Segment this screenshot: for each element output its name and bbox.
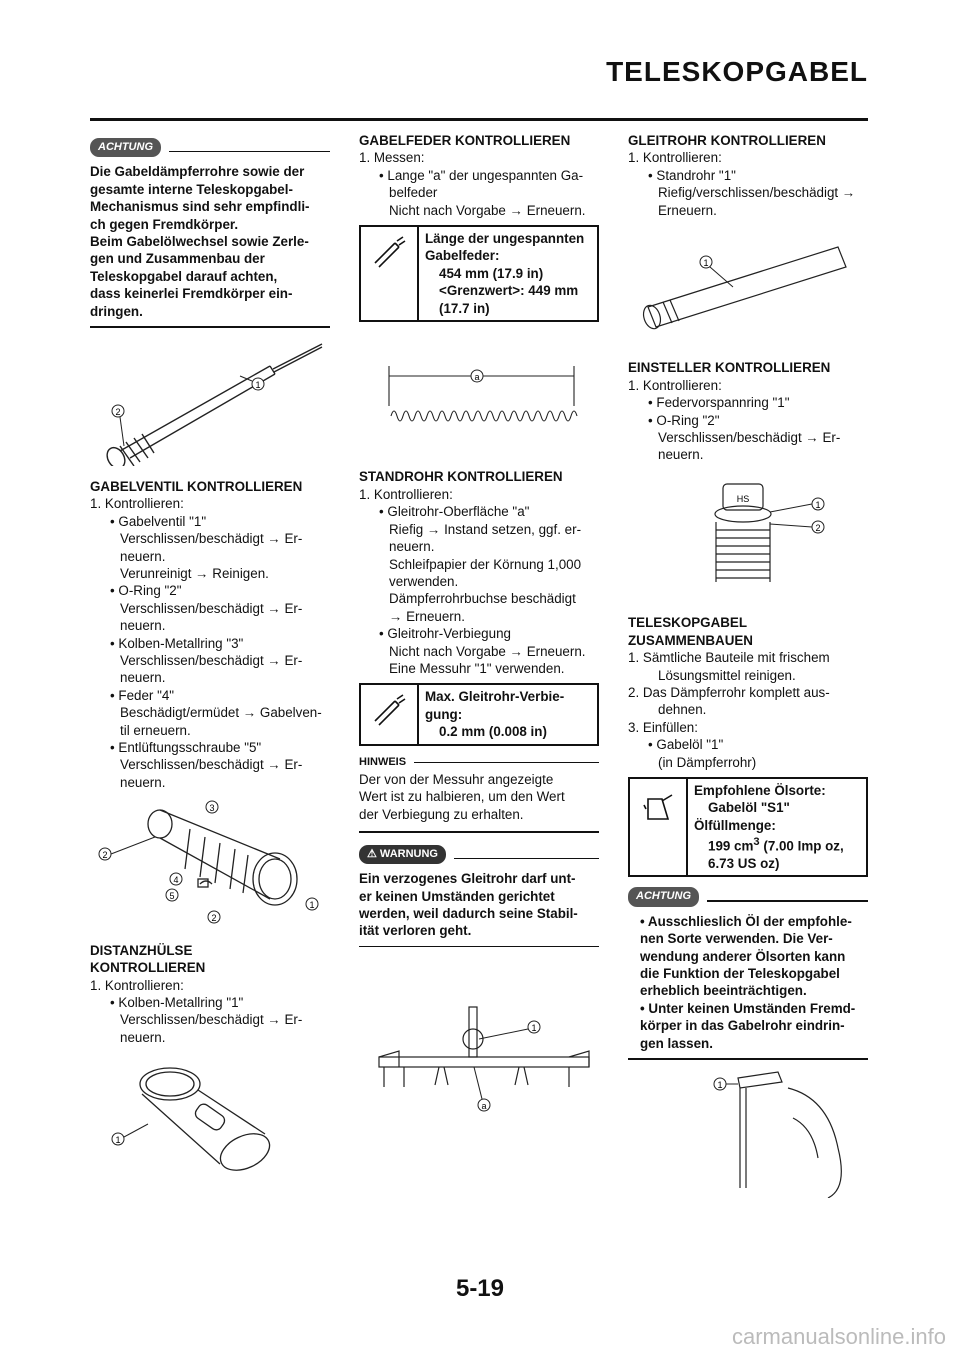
section-heading: EINSTELLER KONTROLLIEREN xyxy=(628,360,831,376)
step-line: 1. Kontrollieren: xyxy=(628,150,722,166)
spacer-sleeve-figure xyxy=(90,1054,330,1184)
note-line: Der von der Messuhr angezeigte xyxy=(359,771,554,787)
sub-line: verwenden. xyxy=(389,573,459,589)
fig-label: 2 xyxy=(815,522,821,533)
sub-line: Schleifpapier der Körnung 1,000 xyxy=(389,556,582,572)
step-line: 1. Sämtliche Bauteile mit frischem xyxy=(628,650,830,666)
bullet-line: • Standrohr "1" xyxy=(648,167,736,183)
spec-line: Länge der ungespannten xyxy=(425,231,585,247)
spec-value: <Grenzwert>: 449 mm xyxy=(439,283,579,299)
section-heading: GLEITROHR KONTROLLIEREN xyxy=(628,133,826,148)
sub-line: Beschädigt/ermüdet → Gabelven- xyxy=(120,705,322,721)
spec-superscript: 3 xyxy=(753,836,760,849)
column-2 xyxy=(359,132,599,1130)
spec-line: Empfohlene Ölsorte: xyxy=(694,782,826,798)
spec-value: (17.7 in) xyxy=(439,300,490,316)
sub-line: Riefig/verschlissen/beschädigt → xyxy=(658,185,856,201)
spec-box-spring-length xyxy=(359,225,599,322)
sub-line: neuern. xyxy=(120,774,166,790)
bullet-line: • Feder "4" xyxy=(110,687,175,703)
sub-line: Verschlissen/beschädigt → Er- xyxy=(120,1012,303,1028)
bullet-line: • O-Ring "2" xyxy=(110,583,182,599)
caution-line: Die Gabeldämpferrohre sowie der xyxy=(90,164,305,180)
heading-line: DISTANZHÜLSE xyxy=(90,942,193,958)
section-heading: GABELFEDER KONTROLLIEREN xyxy=(359,133,571,148)
spec-line: Max. Gleitrohr-Verbie- xyxy=(425,689,565,705)
section-body xyxy=(628,649,868,771)
watermark: carmanualsonline.info xyxy=(731,1324,946,1349)
fig-label: 1 xyxy=(703,258,709,269)
dial-gauge-figure xyxy=(359,977,599,1117)
caution-line: dass keinerlei Fremdkörper ein- xyxy=(90,286,293,302)
bullet-line: • Federvorspannring "1" xyxy=(648,395,790,411)
spec-box-bend xyxy=(359,683,599,745)
sub-line: Erneuern. xyxy=(658,202,717,218)
measure-icon xyxy=(369,691,409,731)
sub-line: Lösungsmittel reinigen. xyxy=(658,667,796,683)
caution-header xyxy=(628,887,868,906)
sub-line: Dämpferrohrbuchse beschädigt xyxy=(389,591,576,607)
bullet-line: • Gleitrohr-Verbiegung xyxy=(379,626,511,642)
warning-icon: ⚠ xyxy=(367,847,380,860)
spec-value xyxy=(694,834,860,855)
spec-value: Gabelöl "S1" xyxy=(708,800,790,816)
spec-line: Ölfüllmenge: xyxy=(694,817,776,833)
caution-line: • Unter keinen Umständen Fremd- xyxy=(640,1000,856,1016)
caution-header xyxy=(90,138,330,157)
bullet-line: • Gleitrohr-Oberfläche "a" xyxy=(379,504,530,520)
caution-line: gen und Zusammenbau der xyxy=(90,251,265,267)
section-body xyxy=(628,377,868,464)
fig-label: 2 xyxy=(115,406,121,417)
section-heading xyxy=(628,614,868,649)
caution-line: Beim Gabelölwechsel sowie Zerle- xyxy=(90,234,309,250)
note-line: der Verbiegung zu erhalten. xyxy=(359,806,524,822)
caution-line: Teleskopgabel darauf achten, xyxy=(90,268,278,284)
fig-label: 5 xyxy=(169,891,175,902)
caution-line: erheblich beeinträchtigen. xyxy=(640,983,807,999)
step-line: 2. Das Dämpferrohr komplett aus- xyxy=(628,684,830,700)
warning-header xyxy=(359,845,599,864)
fig-label: a xyxy=(481,1101,487,1112)
inner-tube-figure xyxy=(628,227,868,347)
fig-label: 2 xyxy=(211,913,217,924)
fig-label: 4 xyxy=(173,875,179,886)
bullet-line: • Kolben-Metallring "3" xyxy=(110,635,244,651)
caution-line: gen lassen. xyxy=(640,1035,713,1051)
fork-valve-figure xyxy=(90,336,330,466)
caution-tag: ACHTUNG xyxy=(628,887,699,906)
note-tag: HINWEIS xyxy=(359,755,407,768)
spring-figure xyxy=(359,336,599,456)
sub-line: Verschlissen/beschädigt → Er- xyxy=(120,531,303,547)
heading-line: TELESKOPGABEL xyxy=(628,615,748,631)
sub-line: Eine Messuhr "1" verwenden. xyxy=(389,660,565,676)
warning-line: werden, weil dadurch seine Stabil- xyxy=(359,905,578,921)
sub-line: Nicht nach Vorgabe → Erneuern. xyxy=(389,643,586,659)
caution-line: nen Sorte verwenden. Die Ver- xyxy=(640,931,833,947)
caution-line: gesamte interne Teleskopgabel- xyxy=(90,181,293,197)
note-header xyxy=(359,754,599,771)
step-line: 3. Einfüllen: xyxy=(628,719,698,735)
fig-label: 1 xyxy=(115,1135,121,1146)
step-line: 1. Messen: xyxy=(359,150,425,166)
spec-line: gung: xyxy=(425,706,463,722)
sub-line: til erneuern. xyxy=(120,722,191,738)
fig-label: 2 xyxy=(102,850,108,861)
section-body xyxy=(359,149,599,219)
measure-icon xyxy=(369,233,409,273)
caution-line: Mechanismus sind sehr empfindli- xyxy=(90,199,310,215)
caution-tag: ACHTUNG xyxy=(90,138,161,157)
spec-value: 6.73 US oz) xyxy=(708,856,780,872)
sub-line: neuern. xyxy=(120,670,166,686)
warning-line: Ein verzogenes Gleitrohr darf unt- xyxy=(359,871,576,887)
sub-line: neuern. xyxy=(389,539,435,555)
section-body xyxy=(90,495,330,791)
bullet-line: • Gabelventil "1" xyxy=(110,513,207,529)
sub-line: Verschlissen/beschädigt → Er- xyxy=(120,600,303,616)
step-line: 1. Kontrollieren: xyxy=(90,977,184,993)
step-line: 1. Kontrollieren: xyxy=(90,496,184,512)
caution-text xyxy=(90,163,330,320)
section-heading: STANDROHR KONTROLLIEREN xyxy=(359,469,563,485)
page-title: TELESKOPGABEL xyxy=(606,56,868,87)
sub-line: neuern. xyxy=(120,1029,166,1045)
section-body xyxy=(90,977,330,1047)
warning-text xyxy=(359,870,599,940)
note-text xyxy=(359,771,599,823)
fig-label: 1 xyxy=(255,379,261,390)
oil-fill-figure xyxy=(628,1068,868,1198)
bullet-line: • Entlüftungsschraube "5" xyxy=(110,740,262,756)
warning-label: WARNUNG xyxy=(379,847,438,860)
adjuster-figure xyxy=(628,472,868,602)
step-line: 1. Kontrollieren: xyxy=(359,486,453,502)
fig-label: 1 xyxy=(815,499,821,510)
heading-line: ZUSAMMENBAUEN xyxy=(628,632,753,648)
fig-label: 1 xyxy=(309,900,315,911)
sub-line: Verschlissen/beschädigt → Er- xyxy=(120,653,303,669)
sub-line: → Erneuern. xyxy=(389,608,465,624)
bullet-line: • Lange "a" der ungespannten Ga- xyxy=(379,167,584,183)
fig-label: 3 xyxy=(209,803,215,814)
spec-box-oil xyxy=(628,777,868,878)
caution-line: wendung anderer Ölsorten kann xyxy=(640,948,846,964)
sub-line: Nicht nach Vorgabe → Erneuern. xyxy=(389,202,586,218)
caution-line: ch gegen Fremdkörper. xyxy=(90,216,239,232)
note-line: Wert ist zu halbieren, um den Wert xyxy=(359,789,565,805)
caution-text xyxy=(628,913,868,1052)
sub-line: belfeder xyxy=(389,185,438,201)
sub-line: Verschlissen/beschädigt → Er- xyxy=(658,430,841,446)
oil-can-icon xyxy=(638,785,678,825)
sub-line: neuern. xyxy=(120,618,166,634)
page-number: 5-19 xyxy=(455,1275,505,1302)
caution-line: körper in das Gabelrohr eindrin- xyxy=(640,1018,845,1034)
fig-mark: HS xyxy=(736,493,750,504)
spec-value: 454 mm (17.9 in) xyxy=(439,265,544,281)
fig-label: 1 xyxy=(531,1023,537,1034)
spec-line: Gabelfeder: xyxy=(425,248,500,264)
sub-line: (in Dämpferrohr) xyxy=(658,754,757,770)
bullet-line: • Kolben-Metallring "1" xyxy=(110,994,244,1010)
bullet-line: • O-Ring "2" xyxy=(648,412,720,428)
section-body xyxy=(359,486,599,677)
column-3 xyxy=(628,132,868,1210)
spec-value-part: (7.00 Imp oz, xyxy=(759,838,844,854)
caution-line: • Ausschlieslich Öl der empfohle- xyxy=(640,913,852,929)
sub-line: Riefig → Instand setzen, ggf. er- xyxy=(389,521,582,537)
valve-assembly-figure xyxy=(90,799,330,929)
heading-line: KONTROLLIEREN xyxy=(90,960,206,976)
fig-label: 1 xyxy=(717,1079,723,1090)
sub-line: Verschlissen/beschädigt → Er- xyxy=(120,757,303,773)
caution-line: dringen. xyxy=(90,303,143,319)
warning-line: er keinen Umständen gerichtet xyxy=(359,888,555,904)
section-heading xyxy=(90,942,330,977)
warning-line: ität verloren geht. xyxy=(359,923,472,939)
sub-line: neuern. xyxy=(120,548,166,564)
column-1 xyxy=(90,138,330,1197)
header-rule xyxy=(90,118,868,121)
sub-line: Verunreinigt → Reinigen. xyxy=(120,566,269,581)
sub-line: neuern. xyxy=(658,447,704,463)
section-body xyxy=(628,149,868,219)
section-heading: GABELVENTIL KONTROLLIEREN xyxy=(90,478,303,494)
spec-value: 0.2 mm (0.008 in) xyxy=(439,724,547,740)
step-line: 1. Kontrollieren: xyxy=(628,377,722,393)
warning-tag xyxy=(359,845,446,864)
caution-line: die Funktion der Teleskopgabel xyxy=(640,966,840,982)
fig-label: a xyxy=(474,372,480,383)
bullet-line: • Gabelöl "1" xyxy=(648,737,724,753)
spec-value-part: 199 cm xyxy=(708,838,754,854)
sub-line: dehnen. xyxy=(658,702,707,718)
